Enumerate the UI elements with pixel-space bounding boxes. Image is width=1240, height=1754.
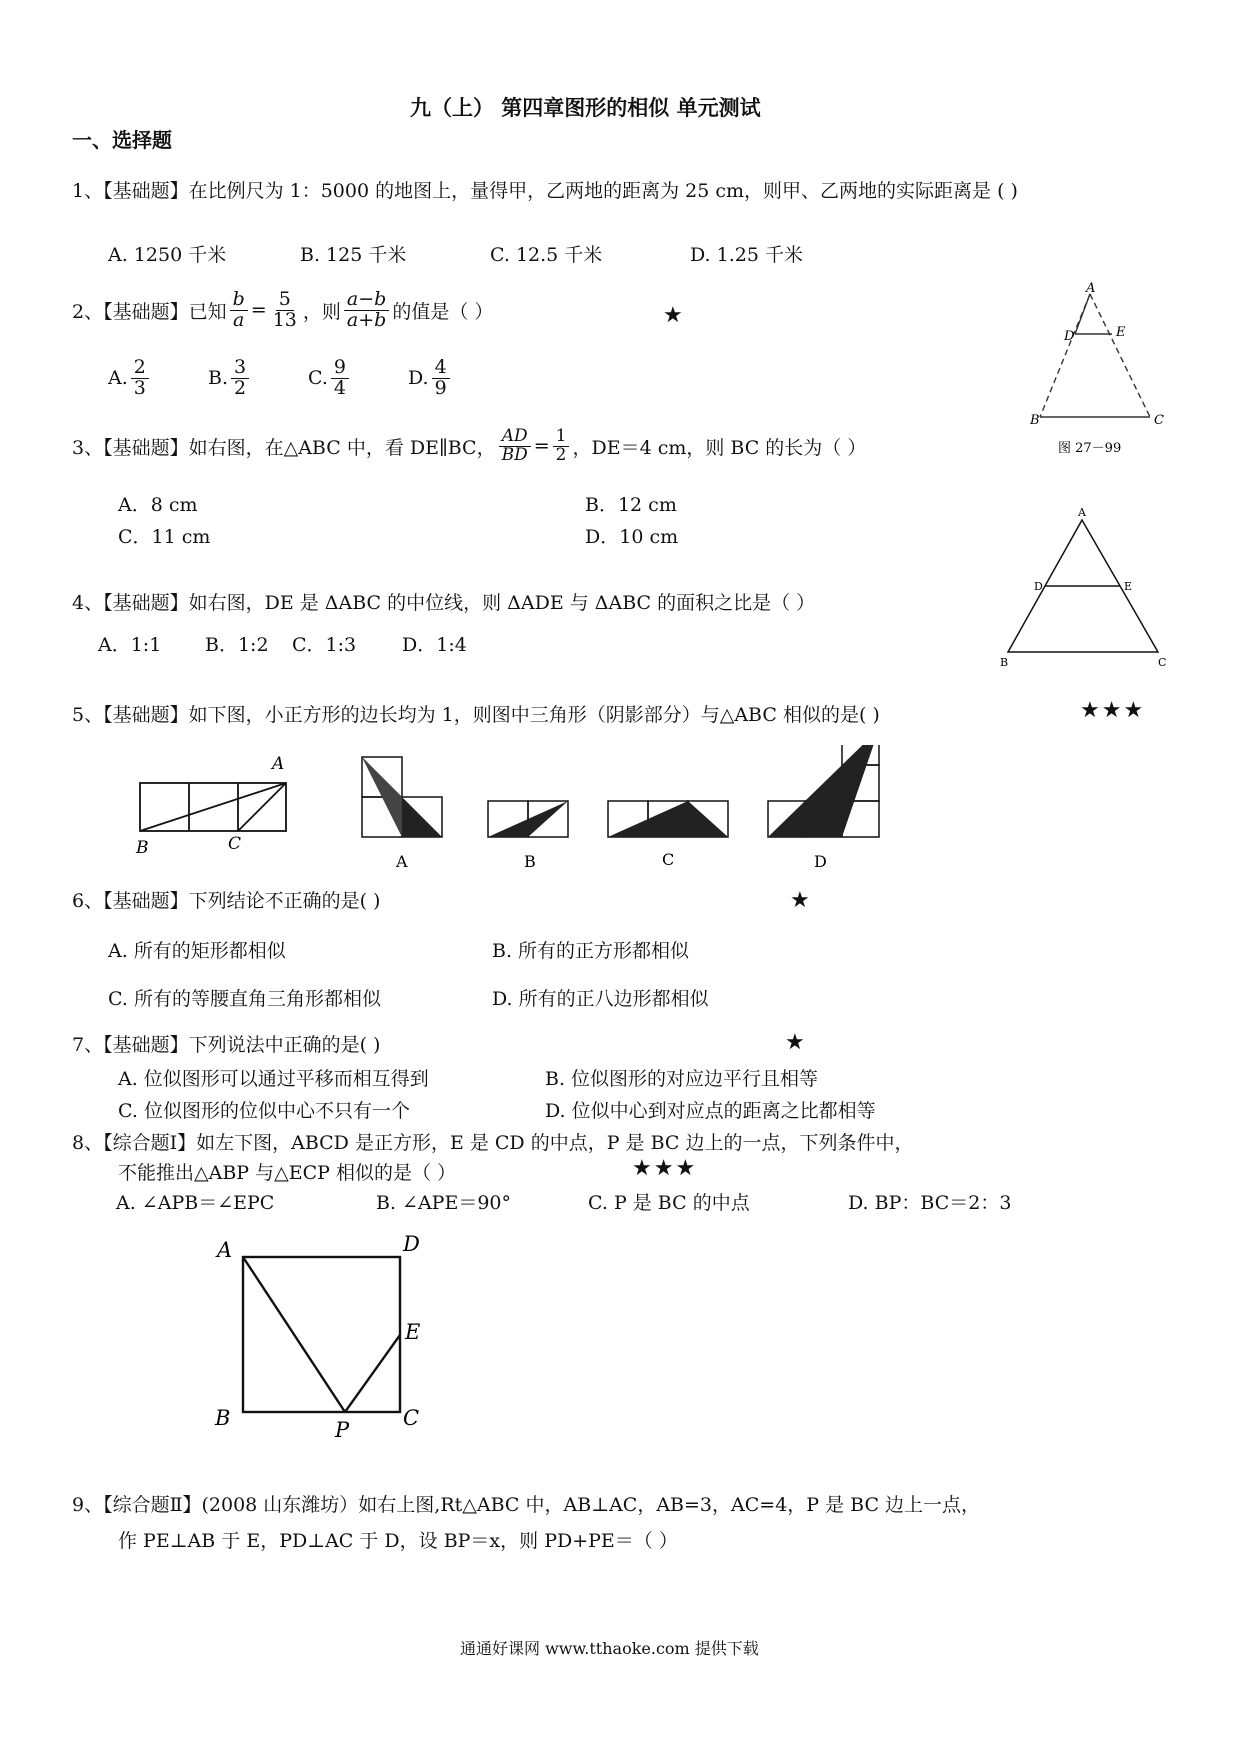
q5-option-c-label: C	[662, 850, 675, 869]
q6-star: ★	[790, 888, 812, 913]
q7-stem: 7、【基础题】下列说法中正确的是( )	[72, 1034, 381, 1056]
q6-option-c: C. 所有的等腰直角三角形都相似	[108, 988, 381, 1010]
fig2799-caption: 图 27－99	[1058, 441, 1122, 456]
q7-star: ★	[785, 1030, 807, 1055]
q3-fraction-1-2	[553, 428, 570, 465]
q2-fraction-5-over-13	[270, 290, 300, 331]
q1-option-a: A. 1250 千米	[108, 244, 227, 266]
q8-label-d: D	[403, 1232, 420, 1256]
q2-option-a	[108, 358, 152, 399]
q5-stem: 5、【基础题】如下图，小正方形的边长均为 1，则图中三角形（阴影部分）与△ABC 相似的是( )	[72, 704, 880, 726]
q2-opt-d-label: D.	[408, 367, 429, 390]
q3-equals: =	[533, 435, 550, 458]
q2-f3-den: a+b	[346, 308, 387, 331]
q2-f3-num: a−b	[344, 290, 389, 311]
q1-stem: 1、【基础题】在比例尺为 1：5000 的地图上，量得甲，乙两地的距离为 25 cm，则甲、乙两地的实际距离是 ( )	[72, 180, 1018, 202]
q2-stem	[72, 290, 493, 331]
q8-label-a: A	[217, 1238, 233, 1262]
q8-option-a: A. ∠APB＝∠EPC	[116, 1192, 275, 1214]
figure-27-99	[1020, 282, 1170, 462]
q5-figures	[120, 745, 910, 875]
q8-option-b: B. ∠APE＝90°	[376, 1192, 512, 1214]
q6-option-b: B. 所有的正方形都相似	[492, 940, 690, 962]
q4-stem: 4、【基础题】如右图，DE 是 ΔABC 的中位线，则 ΔADE 与 ΔABC 的面积之比是（ ）	[72, 592, 816, 614]
q5-option-a-label: A	[396, 852, 408, 871]
q2-f1-num: b	[230, 290, 248, 311]
q2-prefix: 2、【基础题】已知	[72, 300, 227, 323]
q6-stem: 6、【基础题】下列结论不正确的是( )	[72, 890, 381, 912]
q3-option-d: D．10 cm	[585, 526, 679, 548]
q7-option-c: C. 位似图形的位似中心不只有一个	[118, 1100, 410, 1122]
q2-opt-c-frac	[331, 358, 349, 399]
q2-opt-d-den: 9	[434, 376, 447, 399]
q6-option-d: D. 所有的正八边形都相似	[492, 988, 709, 1010]
q2-opt-c-num: 9	[331, 358, 349, 379]
q1-option-d: D. 1.25 千米	[690, 244, 803, 266]
q2-opt-c-den: 4	[333, 376, 346, 399]
q3-option-a: A．8 cm	[118, 494, 198, 516]
q5-label-b: B	[136, 838, 149, 858]
q3-option-b: B．12 cm	[585, 494, 677, 516]
q2-fraction-b-over-a	[230, 290, 248, 331]
q2-opt-a-num: 2	[131, 358, 149, 379]
figure-q4-triangle	[990, 505, 1180, 675]
q2-opt-a-den: 3	[133, 376, 146, 399]
q5-option-b-label: B	[524, 852, 536, 871]
q2-opt-b-num: 3	[231, 358, 249, 379]
q9-line2: 作 PE⊥AB 于 E，PD⊥AC 于 D，设 BP＝x，则 PD+PE＝（ ）	[118, 1530, 678, 1552]
q2-f2-num: 5	[276, 290, 294, 311]
q2-opt-b-frac	[231, 358, 249, 399]
q4-option-c: C．1:3	[292, 634, 357, 656]
q7-option-a: A. 位似图形可以通过平移而相互得到	[118, 1068, 429, 1090]
q3-suffix: ，DE＝4 cm，则 BC 的长为（ ）	[572, 436, 867, 459]
q3-fraction-ad-bd	[499, 428, 531, 465]
q2-opt-a-frac	[131, 358, 149, 399]
q2-opt-d-frac	[432, 358, 450, 399]
q5-option-a-figure	[362, 757, 442, 837]
q8-square-figure	[205, 1225, 445, 1450]
q9-line1: 9、【综合题Ⅱ】(2008 山东潍坊）如右上图,Rt△ABC 中，AB⊥AC，AB=3，AC=4，P 是 BC 边上一点，	[72, 1494, 981, 1516]
section-title: 一、选择题	[72, 128, 172, 152]
q6-option-a: A. 所有的矩形都相似	[108, 940, 286, 962]
q8-stars: ★★★	[632, 1156, 698, 1181]
q5-label-a: A	[272, 754, 285, 774]
fig2799-label-a: A	[1086, 282, 1096, 296]
fig-q4-label-d: D	[1034, 580, 1043, 593]
q1-option-c: C. 12.5 千米	[490, 244, 603, 266]
fig-q4-label-b: B	[1000, 656, 1009, 669]
q5-abc-grid	[140, 783, 286, 831]
q2-opt-a-label: A.	[108, 367, 128, 390]
q2-opt-b-den: 2	[234, 376, 247, 399]
q3-option-c: C．11 cm	[118, 526, 211, 548]
page-title: 九（上） 第四章图形的相似 单元测试	[410, 95, 761, 120]
q7-option-d: D. 位似中心到对应点的距离之比都相等	[545, 1100, 876, 1122]
q8-line1: 8、【综合题Ⅰ】如左下图，ABCD 是正方形，E 是 CD 的中点，P 是 BC 边上的一点，下列条件中，	[72, 1132, 914, 1154]
q2-option-b	[208, 358, 252, 399]
q8-line2: 不能推出△ABP 与△ECP 相似的是（ ）	[118, 1162, 457, 1184]
q5-label-c: C	[228, 834, 242, 854]
q2-equals: =	[250, 299, 267, 322]
q8-label-p: P	[335, 1418, 350, 1442]
q8-label-c: C	[403, 1406, 420, 1430]
q5-option-d-figure	[768, 745, 879, 837]
q2-star: ★	[663, 303, 685, 328]
q5-option-b-figure	[488, 801, 568, 837]
page-footer: 通通好课网 www.tthaoke.com 提供下载	[460, 1639, 759, 1658]
q5-option-d-label: D	[814, 852, 827, 871]
q2-suffix: 的值是（ ）	[392, 300, 494, 323]
q8-label-e: E	[405, 1320, 421, 1344]
q4-option-d: D．1:4	[402, 634, 467, 656]
fig2799-label-b: B	[1030, 413, 1040, 428]
q2-fraction-expr	[344, 290, 389, 331]
fig-q4-label-c: C	[1158, 656, 1167, 669]
q1-option-b: B. 125 千米	[300, 244, 407, 266]
q5-option-c-figure	[608, 801, 728, 837]
fig-q4-label-a: A	[1078, 506, 1086, 519]
q2-mid: ，则	[302, 300, 341, 323]
q2-option-c	[308, 358, 352, 399]
q3-f-num: AD	[499, 428, 531, 447]
q3-prefix: 3、【基础题】如右图，在△ABC 中，看 DE∥BC，	[72, 436, 496, 459]
q2-f2-den: 13	[272, 308, 297, 331]
q8-option-c: C. P 是 BC 的中点	[588, 1192, 750, 1214]
fig2799-label-d: D	[1064, 329, 1075, 344]
q2-opt-d-num: 4	[432, 358, 450, 379]
q2-opt-b-label: B.	[208, 367, 229, 390]
fig2799-label-c: C	[1154, 413, 1164, 428]
q2-option-d	[408, 358, 453, 399]
q3-f-den: BD	[501, 444, 528, 465]
fig2799-label-e: E	[1116, 325, 1126, 340]
fig-q4-label-e: E	[1124, 580, 1133, 593]
q8-label-b: B	[215, 1406, 231, 1430]
q5-stars: ★★★	[1080, 698, 1146, 723]
q3-stem	[72, 428, 866, 465]
q8-option-d: D. BP：BC＝2：3	[848, 1192, 1012, 1214]
q2-f1-den: a	[233, 308, 245, 331]
q7-option-b: B. 位似图形的对应边平行且相等	[545, 1068, 819, 1090]
q4-option-a: A．1:1	[98, 634, 162, 656]
q4-option-b: B．1:2	[205, 634, 269, 656]
q2-opt-c-label: C.	[308, 367, 328, 390]
q3-g-num: 1	[553, 428, 570, 447]
q3-g-den: 2	[555, 444, 567, 465]
